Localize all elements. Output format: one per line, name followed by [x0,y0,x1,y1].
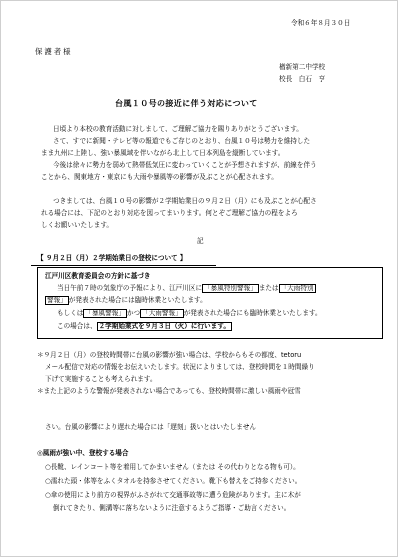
body-line: 今後は徐々に勢力を弱めて熱帯低気圧に変わっていくことが予想されますが、前線を伴う [53,161,317,169]
policy-box-heading: 江戸川区教育委員会の方針に基づき [45,272,151,280]
warning-label: 「暴風特別警報」 [204,284,257,292]
body-line: 日頃より本校の教育活動に対しまして、ご理解ご協力を賜りありがとうございます。 [53,125,303,133]
section-heading-underline [31,256,216,266]
note-line: ＊９月２日（月）の登校時間帯に台風の影響が強い場合は、学校からもその都度、tetoru [37,351,302,359]
section-heading: 【 ９月２日（月）２学期始業日の登校について 】 [37,254,187,262]
body-line: ことから、関東地方・東京にも大雨や暴風等の影響が及ぶことが心配されます。 [41,173,278,181]
body-line: しくお願いいたします。 [41,221,114,229]
ki-mark: 記 [197,237,204,245]
body-line: つきましては、台風１０号の影響が２学期始業日の９月２日（月）にも及ぶことが心配さ [53,197,317,205]
school-name: 楢新第二中学校 [279,63,326,71]
warning-label: 「大雨警報」 [142,309,182,317]
policy-line: この場合は、 ２学期始業式を９月３日（火）に行います。 [57,322,230,330]
policy-line: 当日午前７時の気象庁の予報により、江戸川区に 「暴風特別警報」 または 「大雨特別 [57,284,314,292]
body-line: さて、すでに新聞・テレビ等の報道でもご存じのとおり、台風１０号は勢力を維持した [53,137,311,145]
warning-label: 「大雨特別 [280,284,314,292]
policy-line: もしくは 「暴風警報」 かつ 「大雨警報」 が発表された場合にも臨時休業といたします。 [57,309,322,317]
note-line: ＊また上記のような警報が発表されない場合であっても、登校時間帯に激しい風雨や冠雪 [37,387,301,395]
section-heading: ◎風雨が強い中、登校する場合 [37,449,129,457]
note-line: 下げて実施することも考えられます。 [45,375,157,383]
warning-label: 警報」 [47,296,67,304]
highlight-date: ２学期始業式を９月３日（火）に行います。 [98,322,230,330]
list-item: ○長靴、レインコート等を着用してかまいません（または その代わりとなる物も可）。 [45,463,300,471]
note-line: メール配信で対応の情報をお伝えいたします。状況によりましては、登校時間を１時間繰り [45,363,315,371]
addressee: 保護者様 [35,47,73,56]
note-line: さい。台風の影響により遅れた場合には「遅刻」扱いとはいたしません [45,423,256,431]
principal: 校長 白石 亨 [279,75,326,83]
date: 令和６年８月３０日 [291,19,351,27]
document-title: 台風１０号の接近に伴う対応について [115,99,258,108]
warning-label: 「暴風警報」 [85,309,125,317]
body-line: れる場合には、下記のとおり対応を図ってまいります。何とぞご理解ご協力の程をよろ [41,209,298,217]
list-item: ○濡れた頭・体等をふくタオルを持参させてください。靴下も替えをご持参ください。 [45,477,302,485]
list-item: 倒れてきたり、側溝等に落ちないように注意するようご指導・ご助言ください。 [53,504,291,512]
body-line: まま九州に上陸し、強い暴風域を伴いながら北上して日本列島を縦断しています。 [41,149,285,157]
policy-line: 警報」 が発表された場合には臨時休業といたします。 [47,296,207,304]
list-item: ○傘の使用により前方の視界がふさがれて交通事故等に遭う危険があります。主に木が [45,491,301,499]
